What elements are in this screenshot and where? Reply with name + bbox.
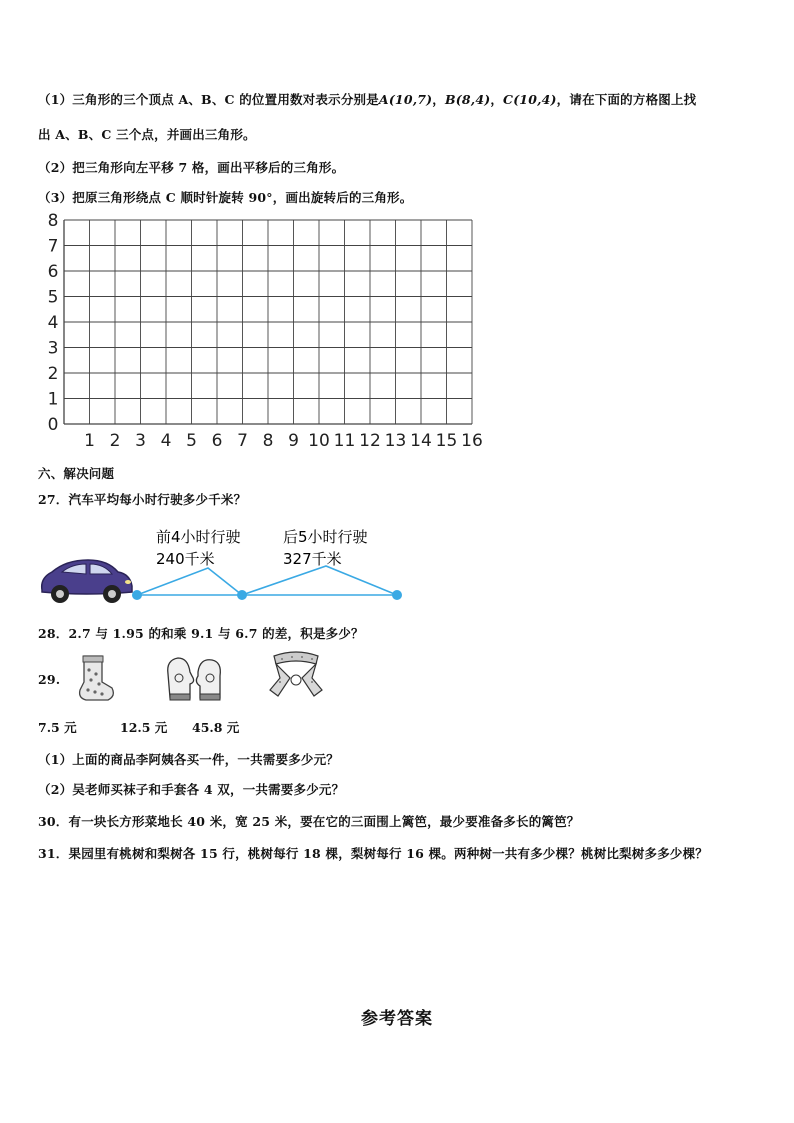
sep1: ， [432, 92, 445, 107]
answer-section-title: 参考答案 [361, 1009, 433, 1029]
q29-part1: （1）上面的商品李阿姨各买一件，一共需要多少元？ [38, 752, 339, 767]
x-tick-label: 16 [461, 431, 483, 451]
x-tick-label: 13 [384, 431, 407, 451]
sock-price: 7.5 元 [38, 720, 77, 735]
q26-part3: （3）把原三角形绕点 C 顺时针旋转 90°，画出旋转后的三角形。 [38, 190, 413, 205]
section-heading: 六、解决问题 [38, 466, 115, 481]
y-tick-label: 1 [47, 389, 59, 410]
x-axis-labels [84, 431, 483, 451]
scarf-icon [268, 650, 324, 702]
x-tick-label: 2 [109, 431, 121, 451]
q26-part2: （2）把三角形向左平移 7 格，画出平移后的三角形。 [38, 160, 345, 175]
start-point [132, 590, 142, 600]
x-tick-label: 9 [288, 431, 299, 451]
x-tick-label: 4 [160, 431, 172, 451]
x-tick-label: 11 [333, 431, 356, 451]
x-tick-label: 1 [84, 431, 95, 451]
x-tick-label: 6 [211, 431, 223, 451]
grid-lines [64, 220, 472, 424]
x-tick-label: 8 [262, 431, 274, 451]
distance-lines [137, 566, 397, 595]
q26-part1-line1 [38, 90, 696, 108]
x-tick-label: 15 [435, 431, 458, 451]
mid-point [237, 590, 247, 600]
q30-question: 30．有一块长方形菜地长 40 米，宽 25 米，要在它的三面围上篱笆，最少要准备多长的篱笆？ [38, 814, 580, 829]
q27-diagram [36, 520, 416, 615]
point-c-coord: C(10,4) [503, 92, 557, 107]
coordinate-grid [30, 212, 490, 457]
q26-part1-suffix: ，请在下面的方格图上找 [556, 92, 697, 107]
segment2-distance: 327千米 [283, 550, 342, 568]
x-tick-label: 7 [237, 431, 248, 451]
q29-number: 29. [38, 672, 61, 687]
x-tick-label: 5 [186, 431, 197, 451]
y-tick-label: 3 [47, 338, 59, 359]
y-tick-label: 6 [47, 262, 59, 282]
segment1-distance: 240千米 [156, 550, 215, 568]
scarf-price: 45.8 元 [192, 720, 240, 735]
y-axis-labels [48, 212, 59, 435]
q28-question: 28．2.7 与 1.95 的和乘 9.1 与 6.7 的差，积是多少？ [38, 626, 364, 641]
sock-icon [72, 652, 116, 704]
segment1-bracket [137, 568, 242, 595]
point-b-coord: B(8,4) [445, 92, 491, 107]
segment2-bracket [242, 566, 397, 595]
y-tick-label: 2 [47, 364, 59, 384]
mitten-icon [164, 654, 226, 704]
y-tick-label: 8 [47, 212, 59, 231]
q26-part1-line2: 出 A、B、C 三个点，并画出三角形。 [38, 127, 256, 142]
segment1-time: 前4小时行驶 [156, 528, 241, 546]
sep2: ， [490, 92, 504, 107]
segment2-time: 后5小时行驶 [283, 528, 368, 546]
y-tick-label: 5 [47, 287, 59, 308]
x-tick-label: 14 [410, 431, 432, 451]
y-tick-label: 0 [47, 415, 59, 435]
y-tick-label: 7 [47, 236, 59, 257]
y-tick-label: 4 [47, 313, 59, 333]
x-tick-label: 3 [135, 431, 146, 451]
point-a-coord: A(10,7) [378, 92, 433, 107]
q27-question: 27．汽车平均每小时行驶多少千米？ [38, 492, 247, 507]
end-point [392, 590, 402, 600]
x-tick-label: 10 [308, 431, 330, 451]
car-icon [42, 560, 132, 603]
x-tick-label: 12 [359, 431, 381, 451]
q26-part1-prefix: （1）三角形的三个顶点 A、B、C 的位置用数对表示分别是 [38, 92, 379, 107]
q31-question: 31．果园里有桃树和梨树各 15 行，桃树每行 18 棵，梨树每行 16 棵。两种树一共有多少棵？桃树比梨树多多少棵？ [38, 846, 708, 861]
q29-part2: （2）吴老师买袜子和手套各 4 双，一共需要多少元？ [38, 782, 345, 797]
mitten-price: 12.5 元 [120, 720, 168, 735]
